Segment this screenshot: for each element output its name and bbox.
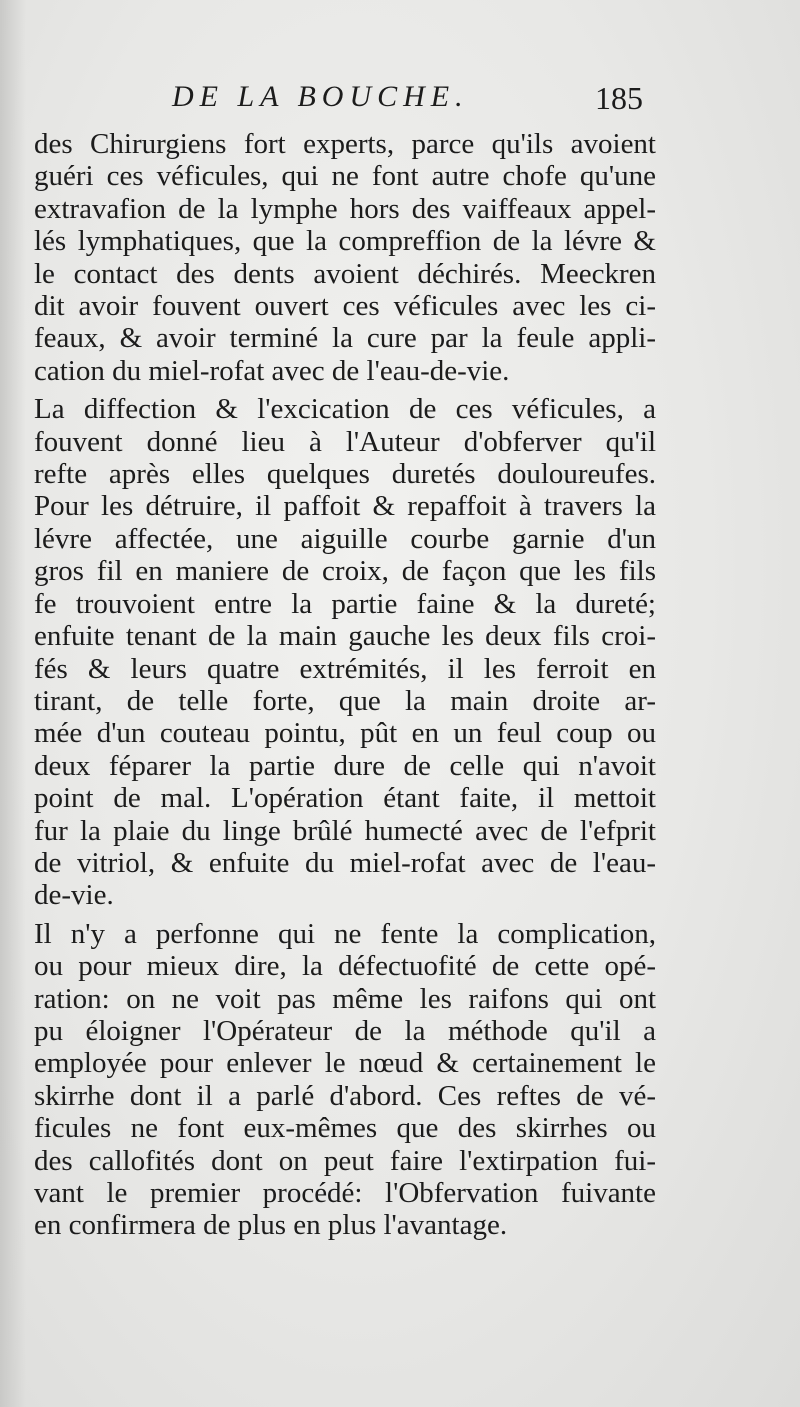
text-line: fés & leurs quatre extrémités, il les ferroit en — [34, 652, 656, 685]
paragraph — [34, 918, 656, 1242]
text-line: fur la plaie du linge brûlé humecté avec de l'efprit — [34, 814, 656, 847]
text-line: guéri ces véficules, qui ne font autre chofe qu'une — [34, 160, 656, 193]
text-line: pu éloigner l'Opérateur de la méthode qu'il a — [34, 1014, 656, 1047]
text-line: feaux, & avoir terminé la cure par la feule appli- — [34, 322, 656, 355]
text-line: extravafion de la lymphe hors des vaiffeaux appel- — [34, 192, 656, 225]
text-line: La diffection & l'excication de ces véficules, a — [34, 393, 656, 426]
gutter-shadow — [0, 0, 26, 1407]
page-number: 185 — [595, 80, 643, 116]
text-line: gros fil en maniere de croix, de façon que les fils — [34, 555, 656, 588]
text-line: Pour les détruire, il paffoit & repaffoit à travers la — [34, 490, 656, 523]
paragraph — [34, 393, 656, 912]
page-header — [0, 80, 800, 130]
text-line: skirrhe dont il a parlé d'abord. Ces reftes de vé- — [34, 1079, 656, 1112]
body-text — [34, 128, 656, 1242]
text-line: mée d'un couteau pointu, pût en un feul coup ou — [34, 717, 656, 750]
text-line: des callofités dont on peut faire l'extirpation fui- — [34, 1144, 656, 1177]
text-line: ration: on ne voit pas même les raifons qui ont — [34, 982, 656, 1015]
text-line: deux féparer la partie dure de celle qui n'avoit — [34, 749, 656, 782]
text-line: enfuite tenant de la main gauche les deux fils croi- — [34, 620, 656, 653]
text-line: Il n'y a perfonne qui ne fente la complication, — [34, 917, 656, 950]
text-line: cation du miel-rofat avec de l'eau-de-vie. — [34, 354, 510, 387]
text-line: vant le premier procédé: l'Obfervation fuivante — [34, 1177, 656, 1209]
text-line: dit avoir fouvent ouvert ces véficules avec les ci- — [34, 290, 656, 323]
text-line: de vitriol, & enfuite du miel-rofat avec de l'eau- — [34, 846, 656, 879]
text-line: fouvent donné lieu à l'Auteur d'obferver qu'il — [34, 425, 656, 458]
text-line: en confirmera de plus en plus l'avantage. — [34, 1209, 508, 1242]
text-line: lévre affectée, une aiguille courbe garnie d'un — [34, 522, 656, 555]
text-line: point de mal. L'opération étant faite, il mettoit — [34, 782, 656, 815]
text-line: fe trouvoient entre la partie faine & la dureté; — [34, 587, 656, 620]
text-line: tirant, de telle forte, que la main droite ar- — [34, 684, 656, 717]
text-line: refte après elles quelques duretés douloureufes. — [34, 458, 656, 491]
text-line: des Chirurgiens fort experts, parce qu'ils avoient — [34, 128, 656, 160]
text-line: le contact des dents avoient déchirés. Meeckren — [34, 257, 656, 290]
text-line: employée pour enlever le nœud & certainement le — [34, 1047, 656, 1080]
running-head: DE LA BOUCHE. — [172, 80, 469, 113]
text-line: lés lymphatiques, que la compreffion de la lévre & — [34, 225, 656, 258]
text-line: de-vie. — [34, 879, 114, 912]
text-line: ou pour mieux dire, la défectuofité de cette opé- — [34, 950, 656, 983]
text-line: ficules ne font eux-mêmes que des skirrhes ou — [34, 1112, 656, 1145]
paragraph — [34, 128, 656, 387]
